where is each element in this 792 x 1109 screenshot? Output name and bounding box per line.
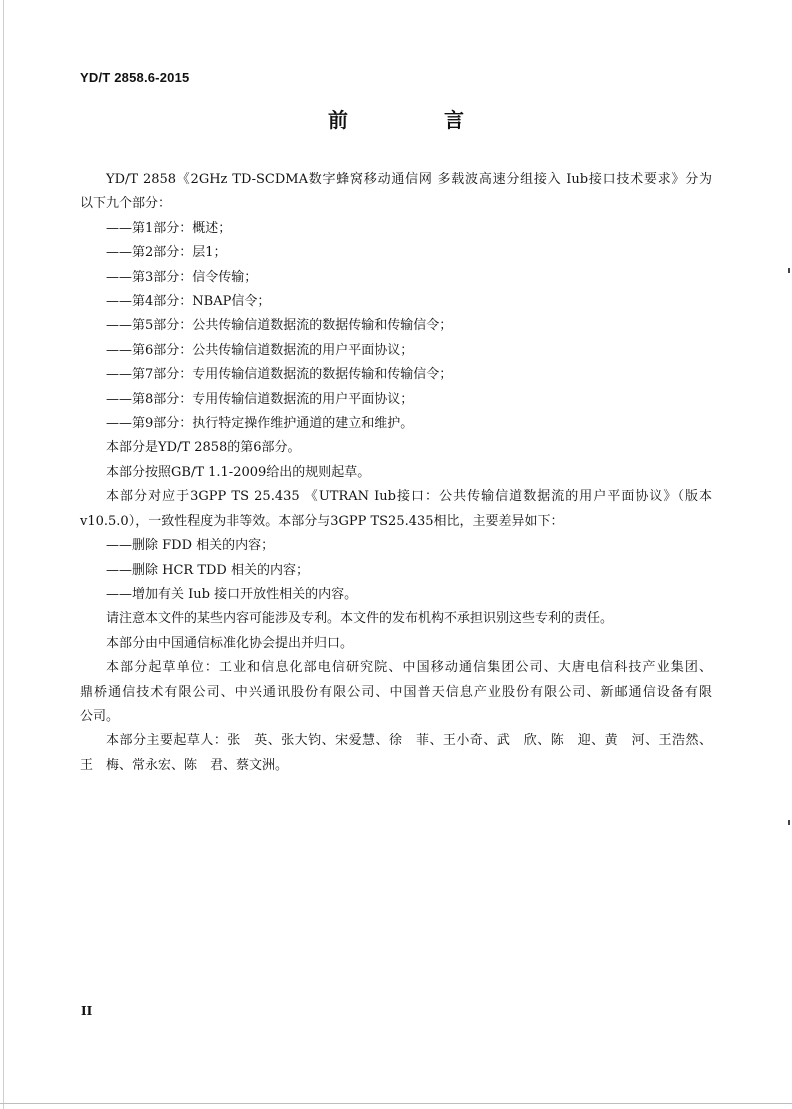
drafters-1: 本部分主要起草人：张 英、张大钧、宋爱慧、徐 菲、王小奇、武 欣、陈 迎、黄 河、王浩然、 — [106, 733, 712, 749]
part-item-2: ——第2部分：层1； — [106, 245, 227, 261]
difference-item-1: ——删除 FDD 相关的内容； — [106, 538, 275, 554]
patent-notice: 请注意本文件的某些内容可能涉及专利。本文件的发布机构不承担识别这些专利的责任。 — [106, 611, 614, 627]
difference-item-3: ——增加有关 Iub 接口开放性相关的内容。 — [106, 586, 358, 602]
drafting-units-3: 公司。 — [80, 708, 120, 724]
intro-line-1: YD/T 2858《2GHz TD-SCDMA数字蜂窝移动通信网 多载波高速分组接入 Iub接口技术要求》分为 — [106, 172, 712, 187]
scan-mark — [788, 820, 790, 825]
scan-mark — [788, 268, 790, 273]
part-item-3: ——第3部分：信令传输； — [106, 269, 258, 285]
statement-part-of: 本部分是YD/T 2858的第6部分。 — [106, 440, 301, 456]
proposer-statement: 本部分由中国通信标准化协会提出并归口。 — [106, 635, 354, 651]
part-item-5: ——第5部分：公共传输信道数据流的数据传输和传输信令； — [106, 318, 453, 334]
page-title: 前 言 — [328, 108, 502, 132]
page-number: II — [81, 1004, 93, 1018]
part-item-8: ——第8部分：专用传输信道数据流的用户平面协议； — [106, 391, 414, 407]
difference-item-2: ——删除 HCR TDD 相关的内容； — [106, 562, 309, 578]
part-item-1: ——第1部分：概述； — [106, 220, 232, 236]
foreword-body — [80, 168, 712, 778]
statement-correspondence-1: 本部分对应于3GPP TS 25.435 《UTRAN Iub接口：公共传输信道数据流的用户平面协议》（版本 — [106, 489, 712, 505]
drafters-2: 王 梅、常永宏、陈 君、蔡文洲。 — [80, 757, 289, 773]
statement-correspondence-2: v10.5.0），一致性程度为非等效。本部分与3GPP TS25.435相比，主要差异如下： — [80, 513, 564, 529]
drafting-units-2: 鼎桥通信技术有限公司、中兴通讯股份有限公司、中国普天信息产业股份有限公司、新邮通信设备有限 — [80, 684, 712, 700]
intro-line-2: 以下九个部分： — [80, 196, 172, 212]
document-id: YD/T 2858.6-2015 — [80, 70, 190, 85]
drafting-units-1: 本部分起草单位：工业和信息化部电信研究院、中国移动通信集团公司、大唐电信科技产业集团、 — [106, 660, 712, 676]
part-item-6: ——第6部分：公共传输信道数据流的用户平面协议； — [106, 342, 414, 358]
page-left-edge — [3, 0, 4, 1109]
part-item-4: ——第4部分：NBAP信令； — [106, 294, 271, 310]
part-item-7: ——第7部分：专用传输信道数据流的数据传输和传输信令； — [106, 367, 453, 383]
part-item-9: ——第9部分：执行特定操作维护通道的建立和维护。 — [106, 416, 414, 432]
page-bottom-edge — [0, 1103, 792, 1104]
statement-drafting-rule: 本部分按照GB/T 1.1-2009给出的规则起草。 — [106, 464, 371, 480]
